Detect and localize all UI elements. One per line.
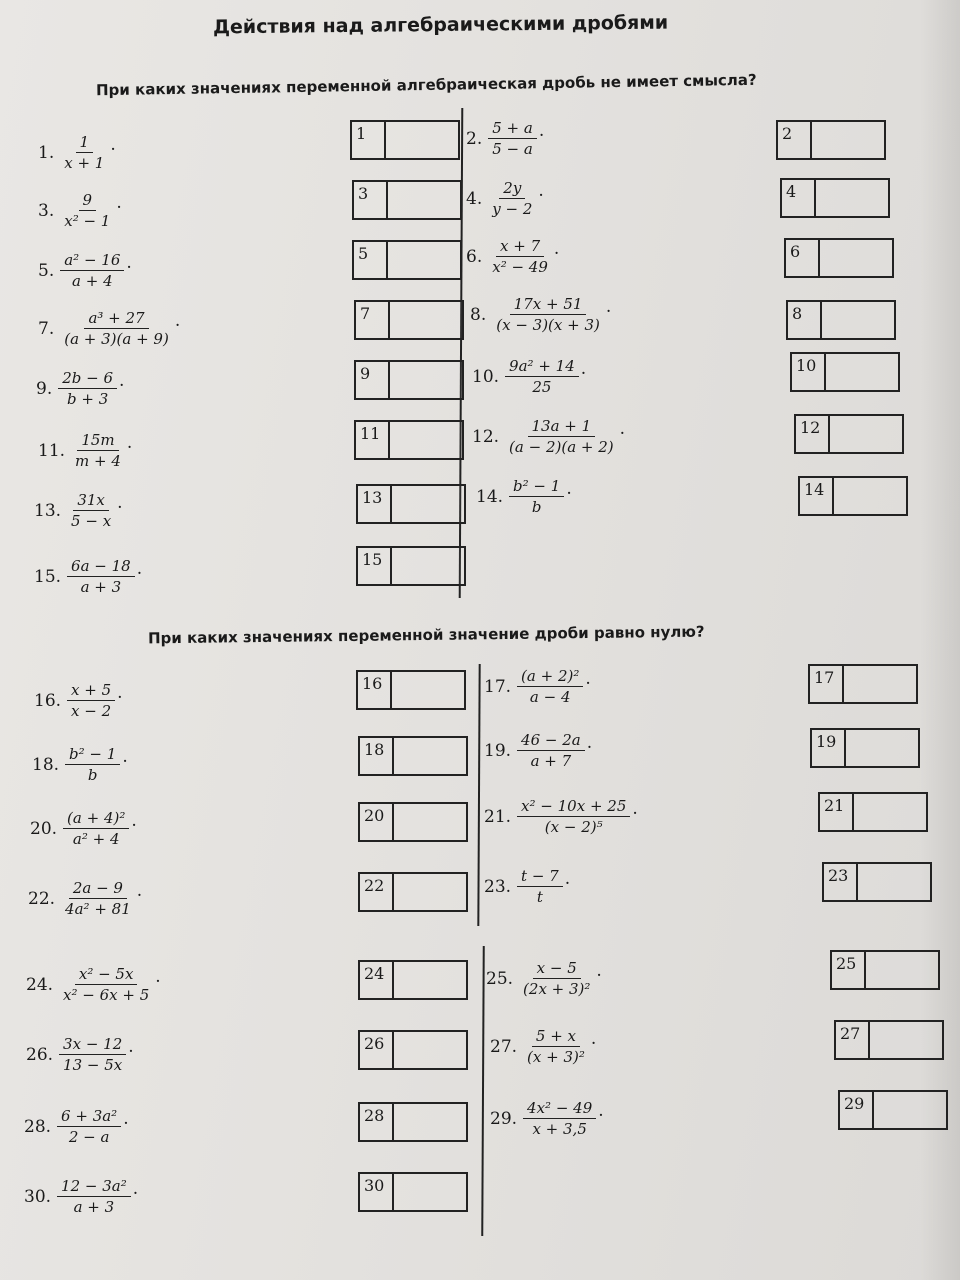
answer-box-11[interactable]	[354, 420, 464, 460]
fraction-numerator: 4x² − 49	[523, 1098, 596, 1119]
answer-field[interactable]	[394, 1174, 466, 1210]
problem-number: 2.	[466, 128, 483, 149]
answer-field[interactable]	[390, 302, 462, 338]
answer-box-label: 12	[796, 416, 830, 452]
period-mark: .	[619, 419, 626, 439]
problem-number: 8.	[470, 304, 487, 325]
problem-number: 22.	[28, 888, 56, 909]
answer-box-label: 1	[352, 122, 386, 158]
fraction-numerator: 1	[76, 132, 94, 153]
answer-box-29[interactable]	[838, 1090, 948, 1130]
answer-box-28[interactable]	[358, 1102, 468, 1142]
fraction-numerator: x² − 5x	[75, 964, 138, 985]
fraction-numerator: (a + 4)²	[63, 808, 129, 829]
answer-box-label: 20	[360, 804, 394, 840]
period-mark: .	[126, 253, 132, 273]
answer-box-label: 10	[792, 354, 826, 390]
period-mark: .	[580, 359, 587, 379]
answer-box-label: 26	[360, 1032, 394, 1068]
period-mark: .	[126, 433, 133, 453]
fraction-numerator: 2b − 6	[58, 368, 117, 389]
fraction-denominator: t	[536, 888, 543, 906]
answer-box-label: 7	[356, 302, 390, 338]
answer-box-18[interactable]	[358, 736, 468, 776]
answer-field[interactable]	[390, 422, 462, 458]
answer-box-15[interactable]	[356, 546, 466, 586]
fraction	[60, 250, 124, 291]
period-mark: .	[155, 967, 161, 987]
fraction	[60, 190, 114, 231]
problem-30	[24, 1176, 138, 1217]
fraction-numerator: a³ + 27	[84, 308, 148, 329]
column-divider-section2a	[477, 664, 480, 926]
problem-number: 16.	[34, 690, 62, 711]
answer-box-label: 22	[360, 874, 394, 910]
fraction-numerator: 5 + x	[532, 1026, 580, 1047]
period-mark: .	[538, 121, 545, 141]
fraction-numerator: 15m	[77, 430, 118, 451]
answer-field[interactable]	[846, 730, 918, 766]
answer-field[interactable]	[388, 242, 460, 278]
fraction-numerator: b² − 1	[65, 744, 120, 765]
fraction	[523, 1026, 589, 1067]
answer-box-label: 13	[358, 486, 392, 522]
fraction-numerator: x² − 10x + 25	[517, 796, 630, 817]
fraction	[517, 730, 585, 771]
answer-box-22[interactable]	[358, 872, 468, 912]
fraction	[65, 744, 120, 785]
answer-box-3[interactable]	[352, 180, 462, 220]
answer-box-13[interactable]	[356, 484, 466, 524]
answer-box-label: 29	[840, 1092, 874, 1128]
problem-number: 24.	[26, 974, 54, 995]
problem-12	[472, 416, 625, 457]
answer-box-14[interactable]	[798, 476, 908, 516]
fraction-numerator: 12 − 3a²	[57, 1176, 131, 1197]
answer-field[interactable]	[394, 1032, 466, 1068]
problem-23	[484, 866, 570, 907]
fraction	[505, 416, 618, 457]
problem-21	[484, 796, 638, 837]
fraction	[57, 1176, 131, 1217]
answer-box-23[interactable]	[822, 862, 932, 902]
fraction-denominator: 5 − x	[71, 512, 112, 530]
fraction-numerator: 17x + 51	[510, 294, 587, 315]
answer-field[interactable]	[812, 122, 884, 158]
answer-box-label: 25	[832, 952, 866, 988]
problem-8	[470, 294, 611, 335]
answer-box-12[interactable]	[794, 414, 904, 454]
period-mark: .	[116, 193, 122, 213]
fraction-numerator: x + 7	[496, 236, 544, 257]
fraction	[523, 1098, 596, 1139]
problem-number: 7.	[38, 318, 55, 339]
fraction-denominator: a + 7	[530, 752, 572, 770]
problem-5	[38, 250, 132, 291]
answer-box-label: 6	[786, 240, 820, 276]
answer-box-label: 8	[788, 302, 822, 338]
problem-29	[490, 1098, 604, 1139]
problem-number: 18.	[32, 754, 60, 775]
answer-box-label: 5	[354, 242, 388, 278]
problem-9	[36, 368, 124, 409]
period-mark: .	[174, 311, 181, 331]
fraction-numerator: 13a + 1	[528, 416, 596, 437]
answer-box-label: 21	[820, 794, 854, 830]
fraction-denominator: (x − 2)⁵	[544, 818, 603, 836]
fraction	[63, 808, 129, 849]
period-mark: .	[123, 1109, 129, 1129]
fraction	[59, 1034, 126, 1075]
answer-box-24[interactable]	[358, 960, 468, 1000]
fraction	[488, 236, 552, 277]
answer-box-20[interactable]	[358, 802, 468, 842]
problem-number: 13.	[34, 500, 62, 521]
fraction-denominator: x² − 49	[492, 258, 548, 276]
problem-number: 19.	[484, 740, 512, 761]
fraction-denominator: a − 4	[529, 688, 571, 706]
answer-field[interactable]	[392, 548, 464, 584]
fraction-denominator: 13 − 5x	[63, 1056, 123, 1074]
problem-22	[28, 878, 142, 919]
problem-7	[38, 308, 180, 349]
problem-number: 30.	[24, 1186, 52, 1207]
answer-box-label: 27	[836, 1022, 870, 1058]
answer-field[interactable]	[394, 738, 466, 774]
answer-field[interactable]	[390, 362, 462, 398]
section1-heading: При каких значениях переменной алгебраическая дробь не имеет смысла?	[95, 70, 757, 100]
fraction-denominator: (2x + 3)²	[523, 980, 591, 998]
fraction-numerator: 6 + 3a²	[57, 1106, 121, 1127]
fraction-numerator: 3x − 12	[59, 1034, 126, 1055]
fraction-denominator: a + 3	[73, 1198, 115, 1216]
answer-field[interactable]	[854, 794, 926, 830]
fraction-numerator: 9	[79, 190, 97, 211]
problem-16	[34, 680, 123, 721]
answer-field[interactable]	[834, 478, 906, 514]
fraction-numerator: 5 + a	[488, 118, 537, 139]
answer-box-1[interactable]	[350, 120, 460, 160]
answer-field[interactable]	[394, 804, 466, 840]
fraction-denominator: (a + 3)(a + 9)	[64, 330, 169, 348]
fraction-denominator: y − 2	[492, 200, 533, 218]
period-mark: .	[566, 479, 572, 499]
fraction	[517, 866, 563, 907]
problem-number: 17.	[484, 676, 512, 697]
problem-4	[466, 178, 544, 219]
answer-box-label: 11	[356, 422, 390, 458]
answer-box-label: 4	[782, 180, 816, 216]
answer-box-label: 18	[360, 738, 394, 774]
fraction-denominator: x − 2	[71, 702, 112, 720]
problem-number: 6.	[466, 246, 483, 267]
period-mark: .	[122, 747, 128, 767]
period-mark: .	[590, 1029, 597, 1049]
problem-19	[484, 730, 592, 771]
fraction-denominator: b	[531, 498, 542, 516]
problem-13	[34, 490, 123, 531]
fraction-numerator: x − 5	[533, 958, 581, 979]
problem-number: 29.	[490, 1108, 518, 1129]
fraction	[517, 666, 583, 707]
answer-box-8[interactable]	[786, 300, 896, 340]
problem-number: 12.	[472, 426, 500, 447]
problem-number: 9.	[36, 378, 53, 399]
fraction	[492, 294, 604, 335]
period-mark: .	[598, 1101, 604, 1121]
problem-24	[26, 964, 161, 1005]
fraction-denominator: 4a² + 81	[65, 900, 131, 918]
answer-box-4[interactable]	[780, 178, 890, 218]
fraction	[517, 796, 630, 837]
answer-field[interactable]	[858, 864, 930, 900]
period-mark: .	[136, 881, 143, 901]
answer-box-2[interactable]	[776, 120, 886, 160]
period-mark: .	[128, 1037, 134, 1057]
page-shadow-edge	[920, 0, 960, 1280]
problem-number: 15.	[34, 566, 62, 587]
fraction	[67, 680, 115, 721]
answer-field[interactable]	[394, 962, 466, 998]
fraction-denominator: x² − 1	[64, 212, 111, 230]
fraction-numerator: t − 7	[517, 866, 563, 887]
answer-box-label: 9	[356, 362, 390, 398]
section2-heading: При каких значениях переменной значение дроби равно нулю?	[147, 622, 705, 648]
problem-28	[24, 1106, 129, 1147]
problem-20	[30, 808, 137, 849]
period-mark: .	[119, 371, 125, 391]
fraction-denominator: x + 3,5	[532, 1120, 587, 1138]
fraction-denominator: a² + 4	[72, 830, 120, 848]
period-mark: .	[586, 733, 593, 753]
answer-box-7[interactable]	[354, 300, 464, 340]
fraction	[61, 878, 135, 919]
answer-field[interactable]	[392, 672, 464, 708]
fraction-denominator: a + 4	[72, 272, 113, 290]
problem-number: 4.	[466, 188, 483, 209]
answer-box-label: 24	[360, 962, 394, 998]
answer-box-label: 30	[360, 1174, 394, 1210]
fraction-numerator: 2y	[499, 178, 525, 199]
problem-number: 5.	[38, 260, 55, 281]
period-mark: .	[136, 559, 143, 579]
answer-box-30[interactable]	[358, 1172, 468, 1212]
fraction-denominator: (a − 2)(a + 2)	[509, 438, 614, 456]
fraction	[509, 476, 564, 517]
problem-number: 21.	[484, 806, 512, 827]
problem-number: 10.	[472, 366, 500, 387]
fraction-numerator: 6a − 18	[67, 556, 135, 577]
column-divider-section2b	[481, 946, 485, 1236]
problem-27	[490, 1026, 596, 1067]
problem-1	[38, 132, 116, 173]
period-mark: .	[553, 239, 560, 259]
problem-17	[484, 666, 591, 707]
problem-number: 28.	[24, 1116, 52, 1137]
problem-18	[32, 744, 128, 785]
fraction-denominator: 5 − a	[492, 140, 533, 158]
fraction-denominator: b	[87, 766, 98, 784]
fraction	[58, 368, 117, 409]
answer-field[interactable]	[392, 486, 464, 522]
answer-field[interactable]	[388, 182, 460, 218]
fraction	[60, 308, 173, 349]
period-mark: .	[564, 869, 571, 889]
problem-number: 25.	[486, 968, 514, 989]
period-mark: .	[132, 1179, 139, 1199]
fraction-denominator: (x + 3)²	[527, 1048, 585, 1066]
fraction	[71, 430, 125, 471]
problem-26	[26, 1034, 134, 1075]
period-mark: .	[538, 181, 544, 201]
period-mark: .	[117, 493, 123, 513]
period-mark: .	[596, 961, 602, 981]
period-mark: .	[131, 811, 137, 831]
answer-box-label: 15	[358, 548, 392, 584]
answer-box-9[interactable]	[354, 360, 464, 400]
problem-number: 23.	[484, 876, 512, 897]
answer-box-label: 16	[358, 672, 392, 708]
problem-number: 20.	[30, 818, 58, 839]
answer-field[interactable]	[844, 666, 916, 702]
answer-box-label: 19	[812, 730, 846, 766]
fraction-denominator: x + 1	[64, 154, 105, 172]
problem-15	[34, 556, 142, 597]
answer-box-6[interactable]	[784, 238, 894, 278]
problem-number: 1.	[38, 142, 55, 163]
fraction-numerator: b² − 1	[509, 476, 564, 497]
fraction	[67, 556, 135, 597]
fraction	[505, 356, 579, 397]
problem-3	[38, 190, 122, 231]
fraction-denominator: (x − 3)(x + 3)	[496, 316, 600, 334]
answer-field[interactable]	[874, 1092, 946, 1128]
fraction-denominator: b + 3	[67, 390, 109, 408]
answer-box-label: 2	[778, 122, 812, 158]
problem-10	[472, 356, 586, 397]
problem-25	[486, 958, 602, 999]
fraction-numerator: 31x	[73, 490, 109, 511]
fraction-numerator: x + 5	[67, 680, 115, 701]
answer-box-label: 23	[824, 864, 858, 900]
answer-field[interactable]	[394, 874, 466, 910]
fraction-denominator: x² − 6x + 5	[63, 986, 150, 1004]
period-mark: .	[110, 135, 116, 155]
fraction	[67, 490, 115, 531]
problem-number: 3.	[38, 200, 55, 221]
fraction	[488, 118, 537, 159]
problem-11	[38, 430, 132, 471]
answer-box-17[interactable]	[808, 664, 918, 704]
period-mark: .	[632, 799, 638, 819]
problem-2	[466, 118, 544, 159]
answer-field[interactable]	[870, 1022, 942, 1058]
problem-number: 11.	[38, 440, 66, 461]
fraction	[57, 1106, 121, 1147]
worksheet-title: Действия над алгебраическими дробями	[212, 11, 669, 39]
answer-field[interactable]	[820, 240, 892, 276]
fraction-numerator: a² − 16	[60, 250, 124, 271]
answer-field[interactable]	[386, 122, 458, 158]
answer-field[interactable]	[830, 416, 902, 452]
answer-field[interactable]	[816, 180, 888, 216]
answer-box-label: 17	[810, 666, 844, 702]
fraction	[519, 958, 594, 999]
fraction-denominator: m + 4	[75, 452, 121, 470]
problem-number: 26.	[26, 1044, 54, 1065]
fraction-numerator: (a + 2)²	[517, 666, 583, 687]
problem-6	[466, 236, 559, 277]
answer-box-10[interactable]	[790, 352, 900, 392]
problem-number: 14.	[476, 486, 504, 507]
answer-field[interactable]	[866, 952, 938, 988]
answer-box-26[interactable]	[358, 1030, 468, 1070]
fraction-numerator: 2a − 9	[69, 878, 127, 899]
fraction	[60, 132, 108, 173]
problem-14	[476, 476, 572, 517]
answer-field[interactable]	[826, 354, 898, 390]
answer-box-16[interactable]	[356, 670, 466, 710]
fraction-numerator: 46 − 2a	[517, 730, 585, 751]
answer-box-label: 3	[354, 182, 388, 218]
answer-field[interactable]	[394, 1104, 466, 1140]
answer-box-19[interactable]	[810, 728, 920, 768]
fraction	[59, 964, 153, 1005]
period-mark: .	[605, 297, 612, 317]
period-mark: .	[585, 669, 591, 689]
answer-box-5[interactable]	[352, 240, 462, 280]
fraction-denominator: 2 − a	[68, 1128, 110, 1146]
answer-box-25[interactable]	[830, 950, 940, 990]
answer-box-27[interactable]	[834, 1020, 944, 1060]
answer-box-label: 28	[360, 1104, 394, 1140]
period-mark: .	[117, 683, 123, 703]
answer-box-label: 14	[800, 478, 834, 514]
fraction-denominator: a + 3	[80, 578, 122, 596]
answer-box-21[interactable]	[818, 792, 928, 832]
answer-field[interactable]	[822, 302, 894, 338]
problem-number: 27.	[490, 1036, 518, 1057]
fraction-numerator: 9a² + 14	[505, 356, 579, 377]
fraction	[488, 178, 536, 219]
fraction-denominator: 25	[532, 378, 552, 396]
